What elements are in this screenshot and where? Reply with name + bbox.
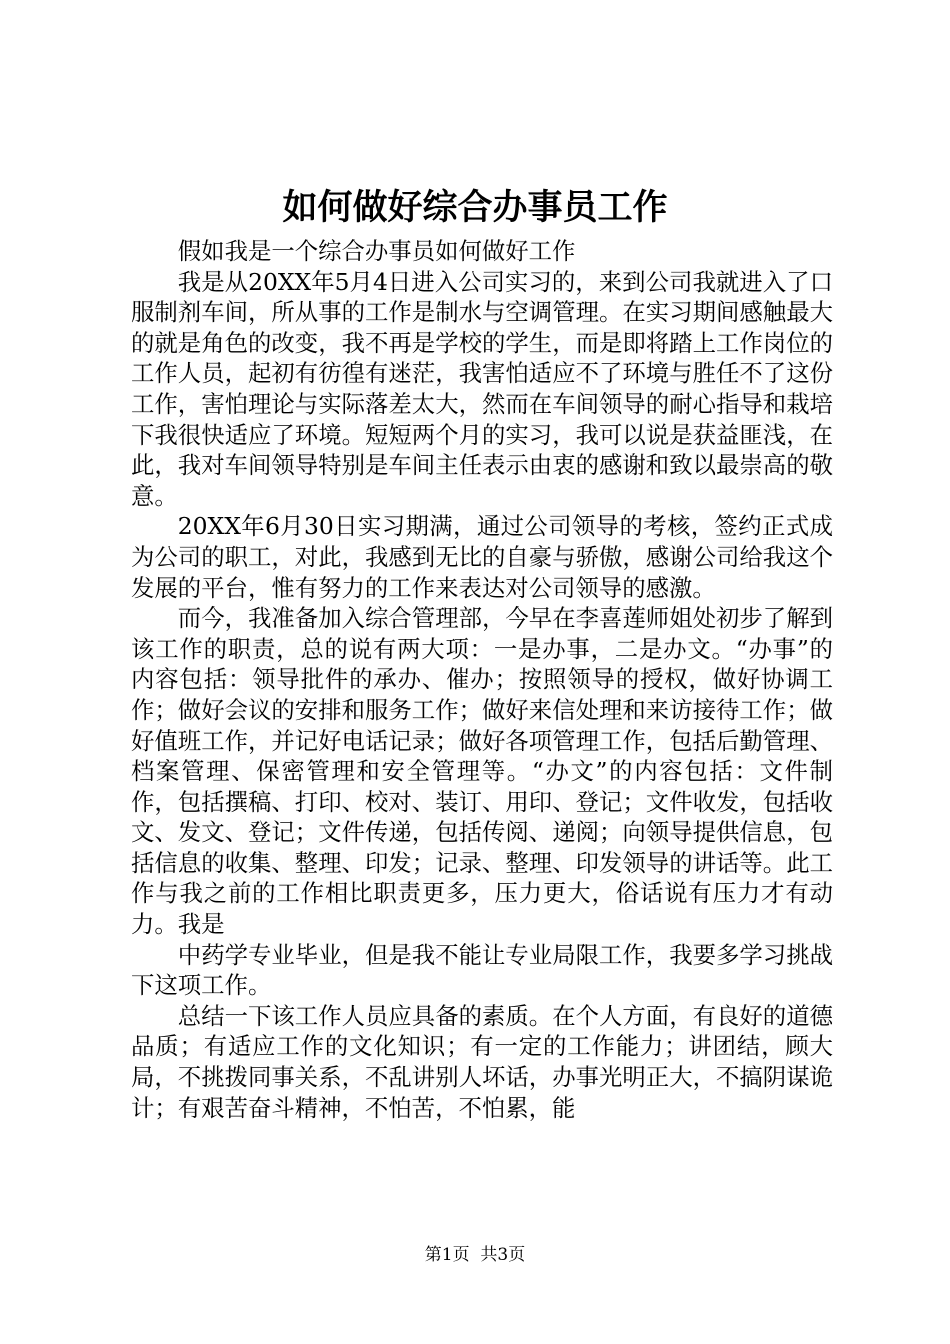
document-title: 如何做好综合办事员工作 <box>282 187 668 228</box>
paragraph-3: 20XX年6月30日实习期满，通过公司领导的考核，签约正式成为公司的职工，对此，我感到无比的自豪与骄傲，感谢公司给我这个发展的平台，惟有努力的工作来表达对公司领导的感激。 <box>131 512 833 602</box>
paragraph-1: 假如我是一个综合办事员如何做好工作 <box>177 237 576 265</box>
page-number: 第1页 <box>424 1245 470 1265</box>
paragraph-6: 总结一下该工作人员应具备的素质。在个人方面，有良好的道德品质；有适应工作的文化知识；有一定的工作能力；讲团结，顾大局，不挑拨同事关系，不乱讲别人坏话，办事光明正大，不搞阴谋诡计；有艰苦奋斗精神，不怕苦，不怕累，能 <box>131 1001 833 1122</box>
page-footer <box>0 1243 950 1267</box>
paragraph-4: 而今，我准备加入综合管理部，今早在李喜莲师姐处初步了解到该工作的职责，总的说有两大项：一是办事，二是办文。“办事”的内容包括：领导批件的承办、催办；按照领导的授权，做好协调工作；做好会议的安排和服务工作；做好来信处理和来访接待工作；做好值班工作，并记好电话记录；做好各项管理工作，包括后勤管理、档案管理、保密管理和安全管理等。“办文”的内容包括：文件制作，包括撰稿、打印、校对、装订、用印、登记；文件收发，包括收文、发文、登记；文件传递，包括传阅、递阅；向领导提供信息，包括信息的收集、整理、印发；记录、整理、印发领导的讲话等。此工作与我之前的工作相比职责更多，压力更大，俗话说有压力才有动力。我是 <box>131 604 833 939</box>
page-total: 共3页 <box>480 1245 526 1265</box>
footer-spacer <box>470 1245 481 1265</box>
paragraph-2: 我是从20XX年5月4日进入公司实习的，来到公司我就进入了口服制剂车间，所从事的工作是制水与空调管理。在实习期间感触最大的就是角色的改变，我不再是学校的学生，而是即将踏上工作岗位的工作人员，起初有彷徨有迷茫，我害怕适应不了环境与胜任不了这份工作，害怕理论与实际落差太大，然而在车间领导的耐心指导和栽培下我很快适应了环境。短短两个月的实习，我可以说是获益匪浅，在此，我对车间领导特别是车间主任表示由衷的感谢和致以最崇高的敬意。 <box>131 267 833 510</box>
paragraph-5: 中药学专业毕业，但是我不能让专业局限工作，我要多学习挑战下这项工作。 <box>131 940 833 1000</box>
document-body <box>131 236 833 1123</box>
